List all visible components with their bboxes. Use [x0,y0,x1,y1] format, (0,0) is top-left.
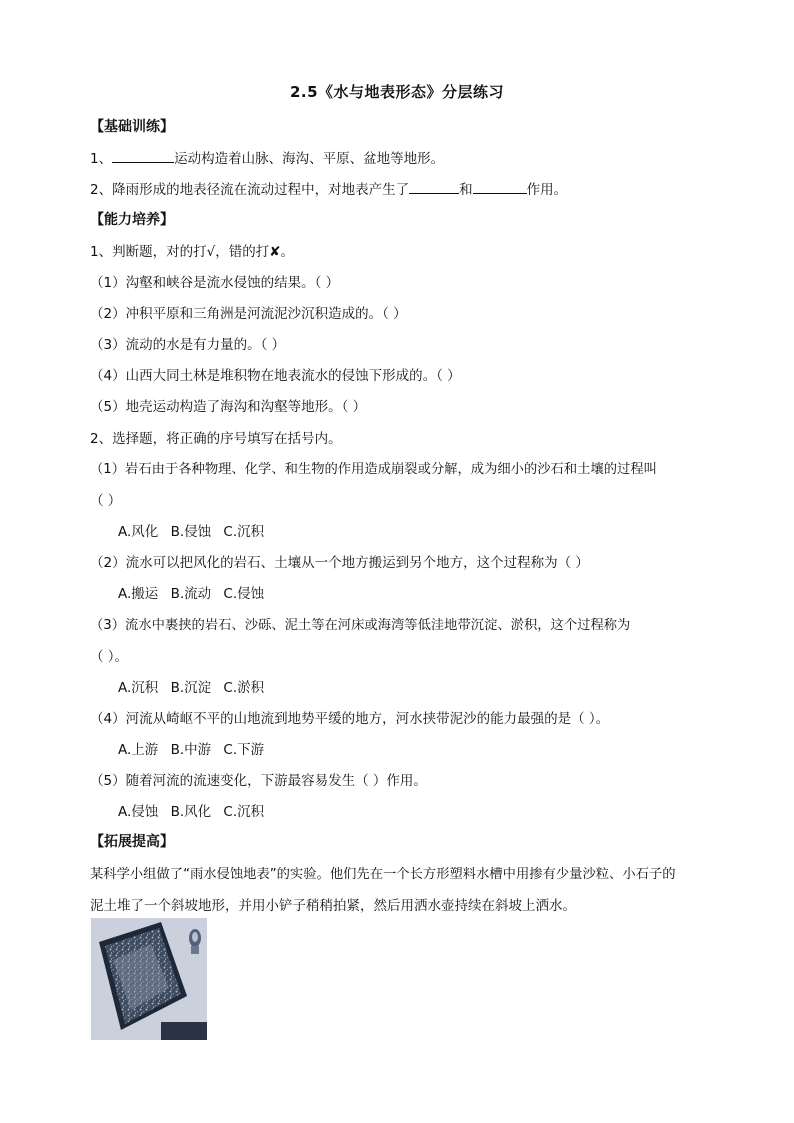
choice-question-3: （3）流水中裹挟的岩石、沙砾、泥土等在河床或海湾等低洼地带沉淀、淤积，这个过程称为 [90,618,631,633]
basic-q2-text-b: 和 [459,182,473,198]
judge-item: （5）地壳运动构造了海沟和沟壑等地形。（ ） [90,399,367,415]
choice-question-1-continuation: （ ） [90,493,122,509]
answer-blank[interactable] [112,148,174,163]
basic-question-1 [90,147,444,167]
choice-question-4: （4）河流从崎岖不平的山地流到地势平缓的地方，河水挟带泥沙的能力最强的是（ ）。 [90,711,610,727]
extend-paragraph-line-1: 某科学小组做了“雨水侵蚀地表”的实验。他们先在一个长方形塑料水槽中用掺有少量沙粒、小石子的 [90,867,676,882]
choice-question-3-continuation: （ ）。 [90,649,129,665]
choice-options-3: A.沉积 B.沉淀 C.淤积 [118,680,265,696]
choice-question-2: （2）流水可以把风化的岩石、土壤从一个地方搬运到另个地方，这个过程称为（ ） [90,555,589,571]
judge-item: （4）山西大同土林是堆积物在地表流水的侵蚀下形成的。（ ） [90,368,461,384]
basic-q1-number: 1、 [90,151,113,167]
judge-item: （2）冲积平原和三角洲是河流泥沙沉积造成的。（ ） [90,306,407,322]
experiment-photo [91,918,207,1040]
choice-header: 2、选择题，将正确的序号填写在括号内。 [90,431,342,447]
choice-options-2: A.搬运 B.流动 C.侵蚀 [118,586,265,602]
choice-question-5: （5）随着河流的流速变化，下游最容易发生（ ）作用。 [90,773,427,789]
judge-item: （3）流动的水是有力量的。（ ） [90,337,286,353]
extend-paragraph-line-2: 泥土堆了一个斜坡地形，并用小铲子稍稍拍紧，然后用洒水壶持续在斜坡上洒水。 [90,898,576,914]
judge-header: 1、判断题，对的打√，错的打✘。 [90,244,295,260]
answer-blank[interactable] [409,179,459,194]
section-ability-heading: 【能力培养】 [90,212,174,228]
basic-q2-text-c: 作用。 [526,182,568,198]
section-basic-heading: 【基础训练】 [90,119,174,135]
choice-options-1: A.风化 B.侵蚀 C.沉积 [118,524,265,540]
choice-options-5: A.侵蚀 B.风化 C.沉积 [118,804,265,820]
basic-q1-text: 运动构造着山脉、海沟、平原、盆地等地形。 [174,151,445,167]
answer-blank[interactable] [473,179,527,194]
choice-question-1: （1）岩石由于各种物理、化学、和生物的作用造成崩裂或分解，成为细小的沙石和土壤的过程叫 [90,462,657,477]
page-title: 2.5《水与地表形态》分层练习 [289,83,505,101]
choice-options-4: A.上游 B.中游 C.下游 [118,742,265,758]
section-extend-heading: 【拓展提高】 [90,834,174,850]
basic-q2-text-a: 2、降雨形成的地表径流在流动过程中，对地表产生了 [90,182,410,198]
judge-item: （1）沟壑和峡谷是流水侵蚀的结果。（ ） [90,275,340,291]
basic-question-2 [90,178,567,198]
